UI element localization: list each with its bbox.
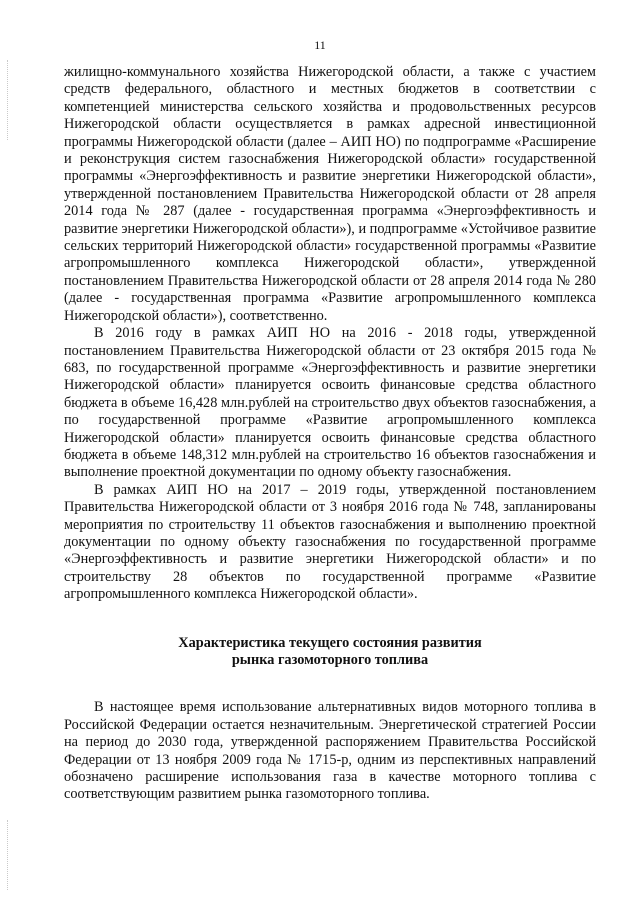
scan-margin-mark-top [7, 60, 8, 140]
paragraph-2017-2019: В рамках АИП НО на 2017 – 2019 годы, утвержденной постановлением Правительства Нижегородской области от 3 ноября 2016 года № 748, запланированы мероприятия по строительству 11 объектов газоснабжения и выполнению проектной документации по одному объекту газоснабжения по государственной программе «Энергоэффективность и развитие энергетики Нижегородской области» и по строительству 28 объектов по государственной программе «Развитие агропромышленного комплекса Нижегородской области». [64, 481, 596, 603]
paragraph-2016: В 2016 году в рамках АИП НО на 2016 - 2018 годы, утвержденной постановлением Правительства Нижегородской области от 23 октября 2015 года № 683, по государственной программе «Энергоэффективность и развитие энергетики Нижегородской области» планируется освоить финансовые средства областного бюджета в объеме 16,428 млн.рублей на строительство двух объектов газоснабжения, а по государственной программе «Развитие агропромышленного комплекса Нижегородской области» планируется освоить финансовые средства областного бюджета в объеме 148,312 млн.рублей на строительство 16 объектов газоснабжения и выполнение проектной документации по одному объекту газоснабжения. [64, 325, 596, 481]
section-heading-line-1: Характеристика текущего состояния развития [178, 634, 482, 651]
page-number: 11 [314, 38, 326, 52]
section-heading [64, 635, 596, 670]
document-body [64, 64, 596, 804]
spacer [64, 669, 596, 699]
scan-margin-mark-bottom [7, 820, 8, 890]
paragraph-gas-motor-fuel: В настоящее время использование альтернативных видов моторного топлива в Российской Федерации остается незначительным. Энергетической стратегией России на период до 2030 года, утвержденной распоряжением Правительства Российской Федерации от 13 ноября 2009 года № 1715-р, одним из перспективных направлений обозначено расширение использования газа в качестве моторного топлива с соответствующим развитием рынка газомоторного топлива. [64, 699, 596, 803]
spacer [64, 604, 596, 635]
section-heading-line-2: рынка газомоторного топлива [231, 652, 429, 668]
paragraph-continuation: жилищно-коммунального хозяйства Нижегородской области, а также с участием средств федерального, областного и местных бюджетов в соответствии с компетенцией министерства сельского хозяйства и продовольственных ресурсов Нижегородской области осуществляется в рамках адресной инвестиционной программы Нижегородской области (далее – АИП НО) по подпрограмме «Расширение и реконструкция систем газоснабжения Нижегородской области» государственной программы «Энергоэффективность и развитие энергетики Нижегородской области», утвержденной постановлением Правительства Нижегородской области от 28 апреля 2014 года № 287 (далее - государственная программа «Энергоэффективность и развитие энергетики Нижегородской области»), и подпрограмме «Устойчивое развитие сельских территорий Нижегородской области» государственной программы «Развитие агропромышленного комплекса Нижегородской области», утвержденной постановлением Правительства Нижегородской области от 28 апреля 2014 года № 280 (далее - государственная программа «Развитие агропромышленного комплекса Нижегородской области»), соответственно. [64, 64, 596, 324]
